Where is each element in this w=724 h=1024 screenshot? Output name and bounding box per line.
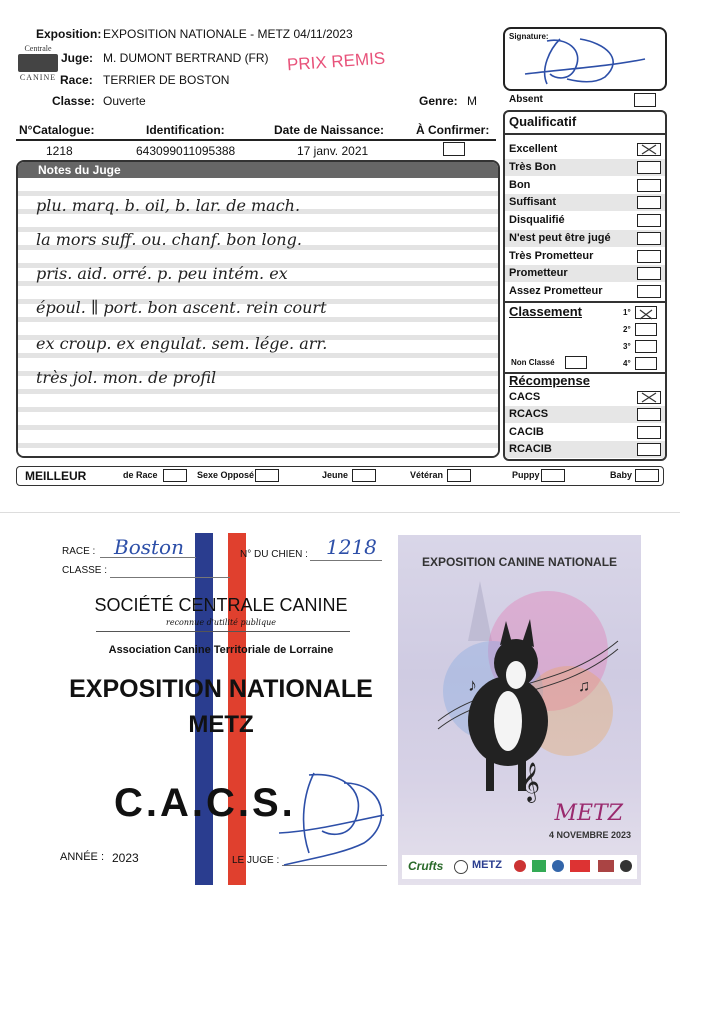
juge-value: M. DUMONT BERTRAND (FR) <box>103 51 269 65</box>
poster-title: EXPOSITION CANINE NATIONALE <box>421 555 618 569</box>
card-association: Association Canine Territoriale de Lorraine <box>108 644 334 656</box>
dob-col-label: Date de Naissance: <box>274 123 385 137</box>
svg-text:♫: ♫ <box>578 678 590 695</box>
qual-assez-prometteur[interactable] <box>505 283 665 300</box>
meilleur-puppy-checkbox[interactable] <box>541 469 565 482</box>
meilleur-baby-checkbox[interactable] <box>635 469 659 482</box>
check-x-icon <box>636 309 656 320</box>
card-annee-label: ANNÉE : <box>60 851 105 863</box>
note-line: plu. marq. b. oil, b. lar. de mach. <box>36 196 301 215</box>
sponsor-logo-icon <box>454 860 468 874</box>
catalogue-number: 1218 <box>46 144 73 158</box>
qual-bon[interactable] <box>505 177 665 194</box>
meilleur-label: Jeune <box>322 470 349 480</box>
sponsor-bar <box>402 855 637 879</box>
qual-label: Excellent <box>509 143 558 155</box>
qual-checkbox[interactable] <box>637 214 661 227</box>
qual-checkbox[interactable] <box>637 196 661 209</box>
rec-checkbox[interactable] <box>637 426 661 439</box>
exposition-label: Exposition: <box>36 27 102 41</box>
meilleur-label: Puppy <box>512 470 540 480</box>
confirm-col-label: À Confirmer: <box>416 123 490 137</box>
meilleur-label: de Race <box>123 470 158 480</box>
meilleur-row <box>16 466 664 486</box>
genre-label: Genre: <box>419 94 458 108</box>
judge-notes-panel <box>16 160 500 458</box>
note-line: ex croup. ex engulat. sem. lége. arr. <box>36 334 328 353</box>
recompense-title: Récompense <box>509 373 590 388</box>
sponsor-logo-icon <box>620 860 632 872</box>
qual-label: Suffisant <box>509 196 557 208</box>
svg-text:♪: ♪ <box>468 675 477 695</box>
rank-label: 3° <box>623 342 631 351</box>
poster-date: 4 NOVEMBRE 2023 <box>548 830 631 840</box>
card-juge-label: LE JUGE : <box>232 855 280 866</box>
qualificatif-title: Qualificatif <box>509 114 577 129</box>
note-line: la mors suff. ou. chanf. bon long. <box>36 230 302 249</box>
card-award: C.A.C.S. <box>114 781 296 825</box>
rec-label: RCACS <box>509 408 549 420</box>
non-classe-label: Non Classé <box>511 358 555 367</box>
race-label: Race: <box>60 73 93 87</box>
qualificatif-panel <box>503 110 667 461</box>
classement-title: Classement <box>509 304 582 319</box>
note-line: pris. aid. orré. p. peu intém. ex <box>36 264 288 283</box>
card-society-sub: reconnue d'utilité publique <box>166 618 276 627</box>
qual-tres-bon[interactable] <box>505 159 665 176</box>
rec-cacs[interactable] <box>505 389 665 406</box>
rec-cacib[interactable] <box>505 424 665 441</box>
qual-prometteur[interactable] <box>505 265 665 282</box>
ident-col-label: Identification: <box>146 123 225 137</box>
card-title-2: METZ <box>188 711 254 738</box>
card-classe-label: CLASSE : <box>62 565 108 576</box>
card-society: SOCIÉTÉ CENTRALE CANINE <box>94 595 348 615</box>
check-x-icon <box>638 144 660 155</box>
qual-label: Bon <box>509 179 531 191</box>
juge-label: Juge: <box>61 51 94 65</box>
dob-value: 17 janv. 2021 <box>297 144 369 158</box>
non-classe-checkbox[interactable] <box>565 356 587 369</box>
qual-suffisant[interactable] <box>505 194 665 211</box>
flag-red-stripe <box>228 533 246 885</box>
logo-dog-icon <box>18 54 58 72</box>
identification-value: 643099011095388 <box>136 144 236 158</box>
rec-label: CACS <box>509 391 541 403</box>
cacs-card-left <box>48 533 394 885</box>
signature-box <box>503 27 667 91</box>
note-line: très jol. mon. de profil <box>36 368 217 387</box>
sponsor-logo-icon <box>552 860 564 872</box>
flag-blue-stripe <box>195 533 213 885</box>
meilleur-veteran-checkbox[interactable] <box>447 469 471 482</box>
catalogue-header <box>16 121 496 141</box>
qual-label: Disqualifié <box>509 214 565 226</box>
qual-checkbox[interactable] <box>637 161 661 174</box>
card-chien-label: N° DU CHIEN : <box>240 549 308 560</box>
notes-lines <box>18 178 498 456</box>
race-value: TERRIER DE BOSTON <box>103 73 230 87</box>
qual-label: Assez Prometteur <box>509 285 603 297</box>
genre-value: M <box>467 94 477 108</box>
sponsor-logo-icon <box>514 860 526 872</box>
sponsor-royal-canin-icon <box>570 860 590 872</box>
qual-checkbox[interactable] <box>637 285 661 298</box>
qual-excellent[interactable] <box>505 141 665 158</box>
sponsor-metz: METZ <box>472 859 502 871</box>
classe-value: Ouverte <box>103 94 146 108</box>
cacs-card <box>48 533 641 885</box>
rank-3-checkbox[interactable] <box>635 340 657 353</box>
exposition-value: EXPOSITION NATIONALE - METZ 04/11/2023 <box>103 27 353 41</box>
prix-remis-stamp: PRIX REMIS <box>286 48 386 75</box>
meilleur-label: Baby <box>610 470 633 480</box>
confirm-checkbox[interactable] <box>443 142 465 156</box>
poster-city: METZ <box>554 801 623 826</box>
rec-rcacib[interactable] <box>505 441 665 458</box>
rank-1-checkbox-checked[interactable] <box>635 306 657 319</box>
meilleur-sexe-checkbox[interactable] <box>255 469 279 482</box>
absent-checkbox[interactable] <box>634 93 656 107</box>
rec-rcacs[interactable] <box>505 406 665 423</box>
card-chien-value: 1218 <box>326 535 377 559</box>
meilleur-race-checkbox[interactable] <box>163 469 187 482</box>
qual-checkbox[interactable] <box>637 179 661 192</box>
qual-checkbox-checked[interactable] <box>637 143 661 156</box>
catalogue-col-label: N°Catalogue: <box>19 123 95 137</box>
sponsor-logo-icon <box>598 860 614 872</box>
rank-label: 1° <box>623 308 631 317</box>
card-title-1: EXPOSITION NATIONALE <box>69 675 373 703</box>
qual-tres-prometteur[interactable] <box>505 248 665 265</box>
rec-label: RCACIB <box>509 443 552 455</box>
exposition-poster <box>398 535 641 885</box>
card-race-value: Boston <box>114 535 184 559</box>
rec-checkbox-checked[interactable] <box>637 391 661 404</box>
svg-text:𝄞: 𝄞 <box>520 762 541 802</box>
card-judge-signature <box>274 753 394 873</box>
rank-4-checkbox[interactable] <box>635 357 657 370</box>
sponsor-logo-icon <box>532 860 546 872</box>
card-annee-value: 2023 <box>112 851 139 865</box>
meilleur-jeune-checkbox[interactable] <box>352 469 376 482</box>
rec-checkbox[interactable] <box>637 408 661 421</box>
card-race-label: RACE : <box>62 546 96 557</box>
meilleur-label: Sexe Opposé <box>197 470 255 480</box>
qual-label: Très Bon <box>509 161 557 173</box>
classe-label: Classe: <box>52 94 95 108</box>
boston-terrier-illustration <box>398 571 641 831</box>
rank-label: 2° <box>623 325 631 334</box>
qual-checkbox[interactable] <box>637 232 661 245</box>
notes-title: Notes du Juge <box>18 162 498 178</box>
qual-checkbox[interactable] <box>637 267 661 280</box>
note-line: époul. ∥ port. bon ascent. rein court <box>36 298 327 317</box>
logo-bottom-text: CANINE <box>19 73 57 82</box>
absent-label: Absent <box>509 94 543 105</box>
check-x-icon <box>638 392 660 403</box>
qual-label: N'est peut être jugé <box>509 232 611 244</box>
rank-2-checkbox[interactable] <box>635 323 657 336</box>
judge-signature <box>505 29 665 89</box>
logo-top-text: Centrale <box>24 44 52 53</box>
qual-checkbox[interactable] <box>637 250 661 263</box>
signature-label: Signature: <box>509 32 549 41</box>
qual-label: Prometteur <box>509 267 568 279</box>
rec-label: CACIB <box>509 426 544 438</box>
meilleur-label: Vétéran <box>410 470 444 480</box>
qual-label: Très Prometteur <box>509 250 594 262</box>
rank-label: 4° <box>623 359 631 368</box>
sponsor-crufts: Crufts <box>408 859 444 873</box>
qual-disqualifie[interactable] <box>505 212 665 229</box>
centrale-canine-logo <box>16 44 60 88</box>
meilleur-title: MEILLEUR <box>25 469 87 483</box>
rec-checkbox[interactable] <box>637 443 661 456</box>
qual-non-juge[interactable] <box>505 230 665 247</box>
page-divider <box>0 512 680 513</box>
